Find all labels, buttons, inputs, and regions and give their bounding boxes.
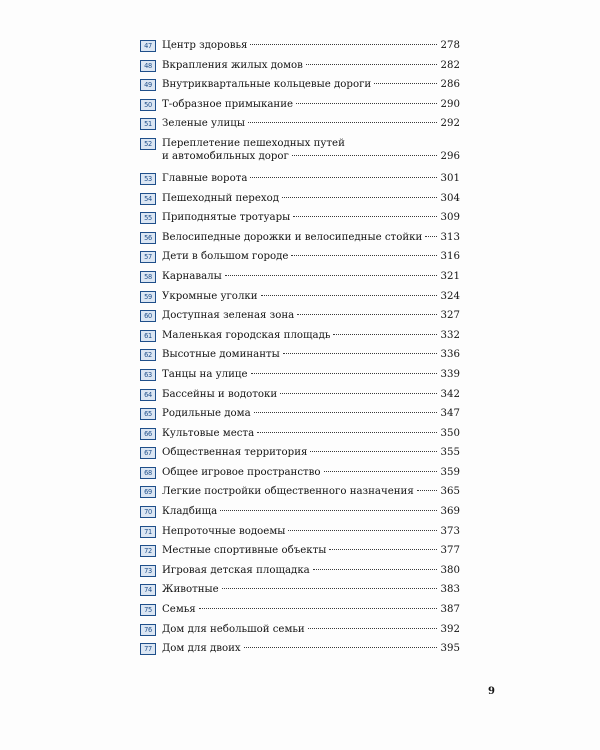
dot-leader	[296, 103, 437, 104]
toc-entry-page: 369	[440, 506, 460, 518]
pattern-number-badge: 66	[140, 428, 156, 440]
toc-entry[interactable]	[140, 505, 460, 525]
toc-entry-title: Вкрапления жилых домов	[162, 59, 303, 71]
toc-entry[interactable]	[140, 348, 460, 368]
page-number-footer: 9	[488, 686, 495, 697]
toc-entry-title: Дом для небольшой семьи	[162, 623, 305, 635]
toc-entry-title: Общественная территория	[162, 447, 308, 459]
toc-entry-page: 373	[440, 525, 460, 537]
toc-entry[interactable]	[140, 192, 460, 212]
pattern-number-badge: 49	[140, 79, 156, 91]
toc-entry[interactable]	[140, 98, 460, 118]
pattern-number-badge: 65	[140, 408, 156, 420]
toc-entry-title: Дом для двоих	[162, 643, 241, 655]
toc-entry-title: Пешеходный переход	[162, 192, 280, 204]
toc-entry-title: Центр здоровья	[162, 40, 248, 51]
dot-leader	[288, 530, 437, 531]
pattern-number-badge: 55	[140, 212, 156, 224]
toc-entry-page: 347	[440, 408, 460, 420]
toc-entry[interactable]	[140, 388, 460, 408]
dot-leader	[417, 490, 437, 491]
toc-entry-title: Животные	[162, 584, 219, 596]
toc-entry[interactable]	[140, 78, 460, 98]
dot-leader	[199, 608, 437, 609]
toc-entry-page: 332	[440, 329, 460, 341]
dot-leader	[293, 216, 437, 217]
dot-leader	[225, 275, 437, 276]
pattern-number-badge: 60	[140, 310, 156, 322]
toc-entry[interactable]	[140, 446, 460, 466]
pattern-number-badge: 58	[140, 271, 156, 283]
toc-entry-title: Танцы на улице	[162, 368, 248, 380]
toc-entry-page: 286	[440, 79, 460, 91]
dot-leader	[310, 451, 437, 452]
toc-entry-page: 313	[440, 231, 460, 243]
toc-entry-title: Игровая детская площадка	[162, 564, 310, 576]
pattern-number-badge: 54	[140, 193, 156, 205]
dot-leader	[254, 412, 437, 413]
pattern-number-badge: 51	[140, 118, 156, 130]
toc-entry-page: 296	[440, 150, 460, 162]
toc-entry-page: 359	[440, 466, 460, 478]
dot-leader	[251, 373, 438, 374]
dot-leader	[308, 628, 437, 629]
toc-entry[interactable]	[140, 137, 460, 172]
toc-entry[interactable]	[140, 544, 460, 564]
toc-entry-title: Бассейны и водотоки	[162, 388, 278, 400]
pattern-number-badge: 77	[140, 643, 156, 655]
dot-leader	[374, 83, 437, 84]
pattern-number-badge: 57	[140, 251, 156, 263]
toc-entry[interactable]	[140, 290, 460, 310]
toc-entry-page: 324	[440, 290, 460, 302]
toc-entry-title: Карнавалы	[162, 270, 222, 282]
toc-entry[interactable]	[140, 407, 460, 427]
toc-entry-page: 316	[440, 251, 460, 263]
toc-entry-title: Главные ворота	[162, 172, 248, 184]
toc-entry-title: Приподнятые тротуары	[162, 212, 291, 224]
pattern-number-badge: 59	[140, 291, 156, 303]
pattern-number-badge: 69	[140, 486, 156, 498]
toc-entry-page: 282	[440, 59, 460, 71]
dot-leader	[291, 255, 437, 256]
dot-leader	[244, 647, 437, 648]
dot-leader	[313, 569, 437, 570]
pattern-number-badge: 72	[140, 545, 156, 557]
toc-entry[interactable]	[140, 466, 460, 486]
pattern-number-badge: 75	[140, 604, 156, 616]
pattern-number-badge: 50	[140, 99, 156, 111]
toc-entry-page: 290	[440, 98, 460, 110]
dot-leader	[333, 334, 437, 335]
toc-entry-page: 327	[440, 310, 460, 322]
pattern-number-badge: 52	[140, 138, 156, 150]
pattern-number-badge: 61	[140, 330, 156, 342]
toc-entry-page: 387	[440, 604, 460, 616]
dot-leader	[250, 177, 437, 178]
toc-entry[interactable]	[140, 117, 460, 137]
toc-entry-page: 339	[440, 368, 460, 380]
toc-entry-page: 355	[440, 447, 460, 459]
toc-entry-page: 365	[440, 486, 460, 498]
toc-entry[interactable]	[140, 564, 460, 584]
toc-entry[interactable]	[140, 583, 460, 603]
pattern-number-badge: 53	[140, 173, 156, 185]
toc-entry-title: Семья	[162, 604, 196, 616]
toc-entry-page: 380	[440, 564, 460, 576]
toc-entry-page: 383	[440, 584, 460, 596]
pattern-number-badge: 70	[140, 506, 156, 518]
toc-entry-page: 301	[440, 172, 460, 184]
toc-entry-page: 292	[440, 118, 460, 130]
toc-entry-title: Маленькая городская площадь	[162, 329, 331, 341]
pattern-number-badge: 47	[140, 40, 156, 52]
dot-leader	[250, 44, 437, 45]
toc-entry-title: Общее игровое пространство	[162, 466, 321, 478]
toc-entry[interactable]	[140, 250, 460, 270]
dot-leader	[283, 353, 437, 354]
dot-leader	[329, 549, 437, 550]
dot-leader	[257, 432, 437, 433]
pattern-number-badge: 73	[140, 565, 156, 577]
toc-entry-page: 309	[440, 212, 460, 224]
toc-entry-title: Доступная зеленая зона	[162, 310, 295, 322]
dot-leader	[292, 155, 437, 156]
toc-entry-title: Кладбища	[162, 506, 218, 518]
toc-entry[interactable]	[140, 231, 460, 251]
toc-entry-title: Велосипедные дорожки и велосипедные стойки	[162, 231, 423, 243]
toc-entry[interactable]	[140, 427, 460, 447]
toc-entry[interactable]	[140, 485, 460, 505]
toc-entry-page: 336	[440, 349, 460, 361]
toc-entry-page: 321	[440, 270, 460, 282]
toc-entry-page: 392	[440, 623, 460, 635]
pattern-number-badge: 74	[140, 584, 156, 596]
dot-leader	[222, 588, 437, 589]
toc-entry-page: 395	[440, 643, 460, 655]
toc-entry[interactable]	[140, 642, 460, 662]
pattern-number-badge: 71	[140, 526, 156, 538]
toc-entry-title: Непроточные водоемы	[162, 525, 286, 537]
pattern-number-badge: 68	[140, 467, 156, 479]
toc-entry[interactable]	[140, 603, 460, 623]
toc-entry[interactable]	[140, 329, 460, 349]
dot-leader	[425, 236, 437, 237]
toc-entry-title: Высотные доминанты	[162, 349, 280, 361]
dot-leader	[280, 393, 437, 394]
toc-entry-title: Переплетение пешеходных путей	[162, 137, 345, 149]
dot-leader	[282, 197, 437, 198]
table-of-contents	[140, 39, 460, 662]
dot-leader	[248, 122, 437, 123]
toc-entry-page: 377	[440, 545, 460, 557]
toc-entry-title: Зеленые улицы	[162, 118, 245, 130]
dot-leader	[261, 295, 437, 296]
toc-entry[interactable]	[140, 172, 460, 192]
toc-entry-title: Местные спортивные объекты	[162, 545, 327, 557]
pattern-number-badge: 56	[140, 232, 156, 244]
toc-entry-title: Легкие постройки общественного назначения	[162, 486, 414, 498]
toc-entry[interactable]	[140, 39, 460, 59]
pattern-number-badge: 67	[140, 447, 156, 459]
pattern-number-badge: 76	[140, 624, 156, 636]
pattern-number-badge: 63	[140, 369, 156, 381]
dot-leader	[297, 314, 437, 315]
toc-entry-page: 342	[440, 388, 460, 400]
dot-leader	[324, 471, 437, 472]
toc-entry-title: Культовые места	[162, 427, 255, 439]
dot-leader	[306, 64, 437, 65]
toc-entry[interactable]	[140, 368, 460, 388]
toc-entry-page: 350	[440, 427, 460, 439]
toc-entry[interactable]	[140, 59, 460, 79]
toc-entry-title: Родильные дома	[162, 408, 251, 420]
pattern-number-badge: 48	[140, 60, 156, 72]
toc-entry[interactable]	[140, 309, 460, 329]
dot-leader	[220, 510, 437, 511]
toc-entry[interactable]	[140, 623, 460, 643]
toc-entry[interactable]	[140, 270, 460, 290]
toc-entry-title: и автомобильных дорог	[162, 150, 289, 162]
toc-entry-title: Внутриквартальные кольцевые дороги	[162, 79, 372, 91]
toc-entry-title: Т-образное примыкание	[162, 98, 294, 110]
toc-entry[interactable]	[140, 525, 460, 545]
toc-entry[interactable]	[140, 211, 460, 231]
pattern-number-badge: 64	[140, 389, 156, 401]
toc-entry-title: Дети в большом городе	[162, 251, 289, 263]
toc-entry-title: Укромные уголки	[162, 290, 258, 302]
pattern-number-badge: 62	[140, 349, 156, 361]
toc-entry-page: 278	[440, 40, 460, 51]
toc-entry-page: 304	[440, 192, 460, 204]
